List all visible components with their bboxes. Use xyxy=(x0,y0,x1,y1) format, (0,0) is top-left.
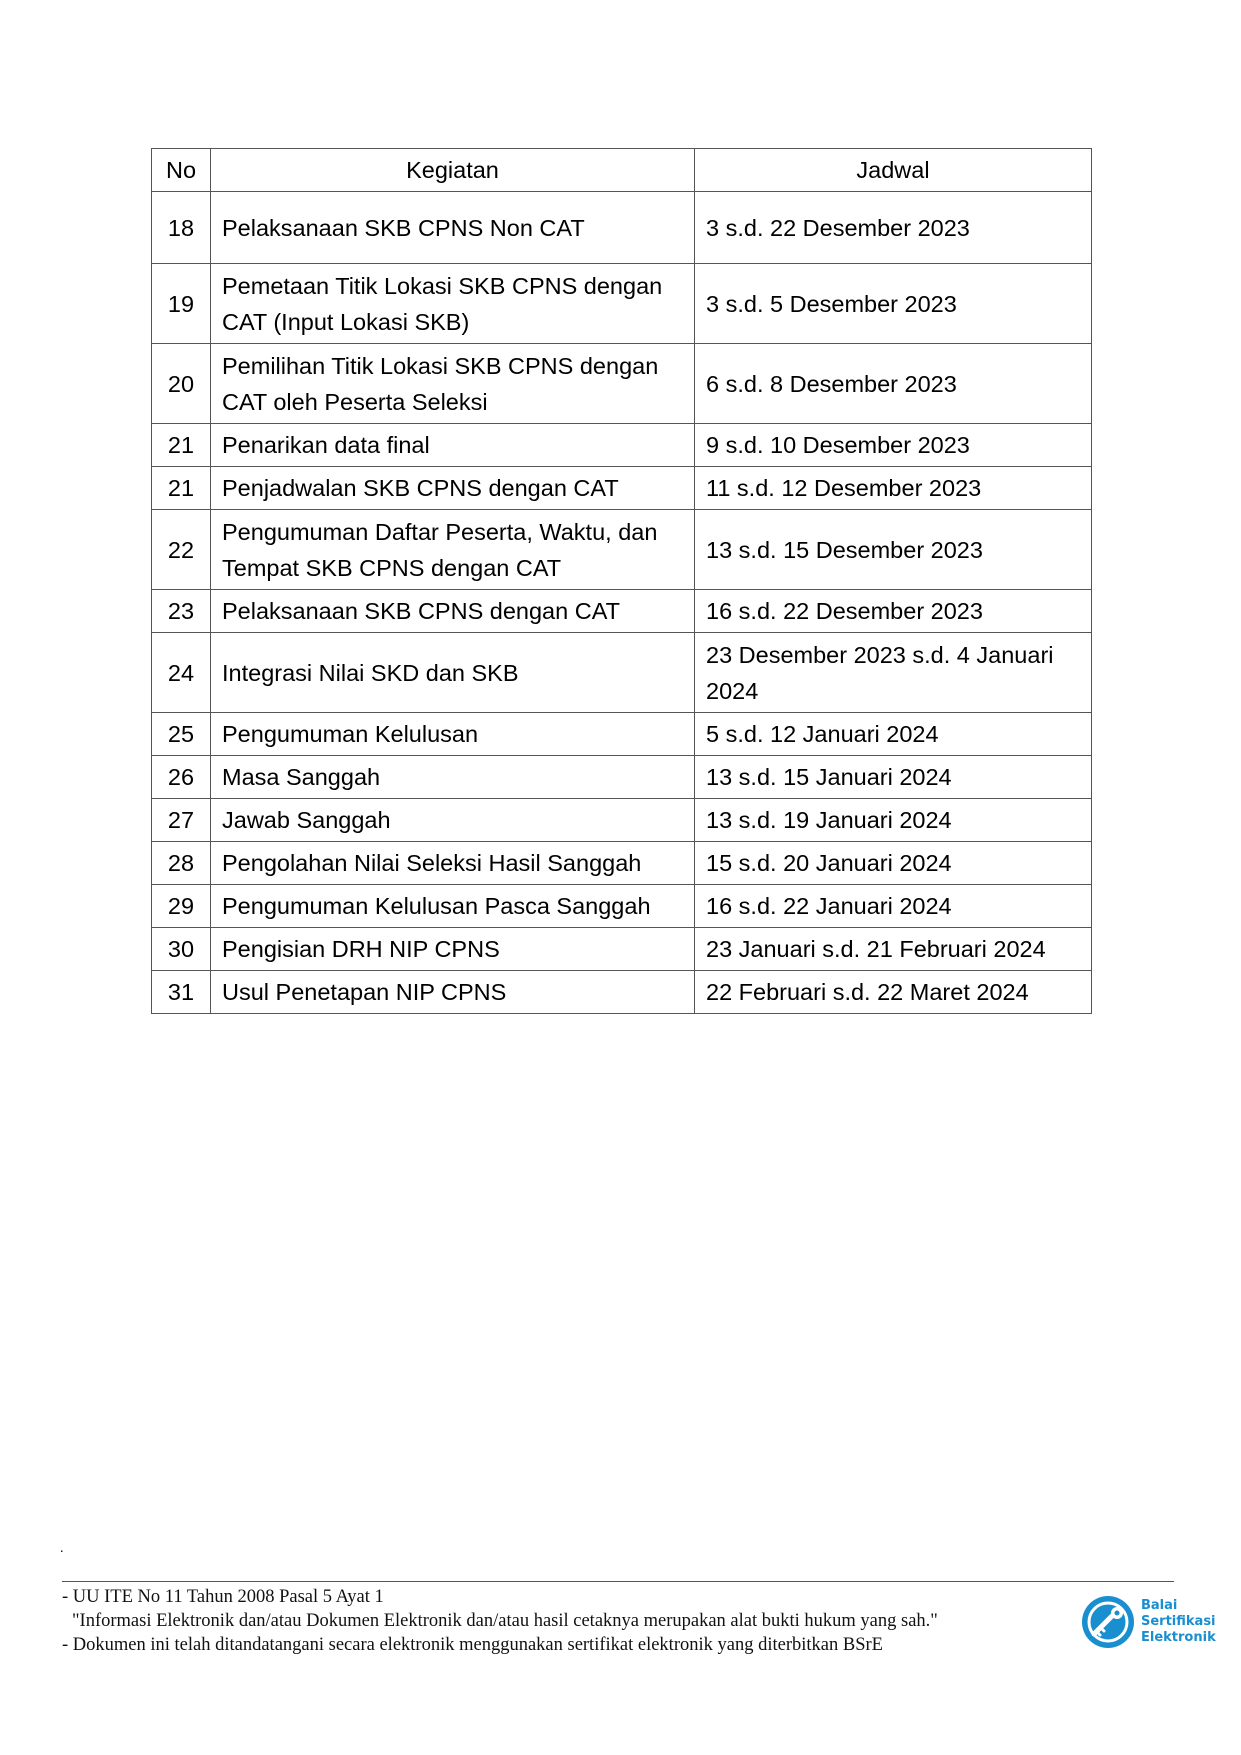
row-schedule: 13 s.d. 15 Desember 2023 xyxy=(695,510,1092,590)
row-activity: Integrasi Nilai SKD dan SKB xyxy=(211,633,695,713)
row-no: 24 xyxy=(152,633,211,713)
header-activity: Kegiatan xyxy=(211,149,695,192)
bsre-wordmark xyxy=(1141,1598,1216,1646)
row-schedule: 6 s.d. 8 Desember 2023 xyxy=(695,344,1092,424)
row-activity: Penjadwalan SKB CPNS dengan CAT xyxy=(211,467,695,510)
row-no: 23 xyxy=(152,590,211,633)
row-no: 27 xyxy=(152,799,211,842)
footer-signature-note: - Dokumen ini telah ditandatangani secara elektronik menggunakan sertifikat elektronik yang diterbitkan BSrE xyxy=(62,1635,883,1655)
row-activity: Pengolahan Nilai Seleksi Hasil Sanggah xyxy=(211,842,695,885)
row-activity: Usul Penetapan NIP CPNS xyxy=(211,971,695,1014)
row-activity: Pengisian DRH NIP CPNS xyxy=(211,928,695,971)
table-row xyxy=(152,264,1092,344)
row-schedule: 13 s.d. 15 Januari 2024 xyxy=(695,756,1092,799)
row-schedule: 3 s.d. 5 Desember 2023 xyxy=(695,264,1092,344)
table-row xyxy=(152,424,1092,467)
footer-divider xyxy=(62,1581,1174,1582)
table-row xyxy=(152,590,1092,633)
row-schedule: 22 Februari s.d. 22 Maret 2024 xyxy=(695,971,1092,1014)
row-activity: Pengumuman Kelulusan Pasca Sanggah xyxy=(211,885,695,928)
table-row xyxy=(152,971,1092,1014)
row-no: 22 xyxy=(152,510,211,590)
table-row xyxy=(152,467,1092,510)
row-activity: Pengumuman Kelulusan xyxy=(211,713,695,756)
row-no: 26 xyxy=(152,756,211,799)
row-no: 21 xyxy=(152,467,211,510)
table-row xyxy=(152,885,1092,928)
row-no: 20 xyxy=(152,344,211,424)
table-row xyxy=(152,713,1092,756)
row-activity: Pelaksanaan SKB CPNS Non CAT xyxy=(211,192,695,264)
row-schedule: 5 s.d. 12 Januari 2024 xyxy=(695,713,1092,756)
bsre-logo xyxy=(1080,1592,1230,1652)
row-schedule: 15 s.d. 20 Januari 2024 xyxy=(695,842,1092,885)
row-schedule: 16 s.d. 22 Januari 2024 xyxy=(695,885,1092,928)
row-activity: Penarikan data final xyxy=(211,424,695,467)
table-row xyxy=(152,928,1092,971)
schedule-table xyxy=(151,148,1092,1014)
row-activity: Masa Sanggah xyxy=(211,756,695,799)
row-schedule: 3 s.d. 22 Desember 2023 xyxy=(695,192,1092,264)
row-no: 21 xyxy=(152,424,211,467)
row-schedule: 9 s.d. 10 Desember 2023 xyxy=(695,424,1092,467)
table-row xyxy=(152,799,1092,842)
table-row xyxy=(152,842,1092,885)
bsre-word-1: Balai xyxy=(1141,1598,1178,1613)
row-activity: Pemetaan Titik Lokasi SKB CPNS dengan CAT (Input Lokasi SKB) xyxy=(211,264,695,344)
row-schedule: 11 s.d. 12 Desember 2023 xyxy=(695,467,1092,510)
bsre-word-2: Sertifikasi xyxy=(1141,1614,1216,1629)
table-row xyxy=(152,344,1092,424)
row-schedule: 23 Desember 2023 s.d. 4 Januari 2024 xyxy=(695,633,1092,713)
row-activity: Pengumuman Daftar Peserta, Waktu, dan Tempat SKB CPNS dengan CAT xyxy=(211,510,695,590)
table-row xyxy=(152,510,1092,590)
row-no: 19 xyxy=(152,264,211,344)
table-row xyxy=(152,192,1092,264)
row-activity: Pemilihan Titik Lokasi SKB CPNS dengan CAT oleh Peserta Seleksi xyxy=(211,344,695,424)
row-schedule: 23 Januari s.d. 21 Februari 2024 xyxy=(695,928,1092,971)
bsre-emblem-icon xyxy=(1080,1594,1136,1650)
row-no: 31 xyxy=(152,971,211,1014)
header-no: No xyxy=(152,149,211,192)
row-no: 29 xyxy=(152,885,211,928)
table-row xyxy=(152,633,1092,713)
row-no: 30 xyxy=(152,928,211,971)
row-no: 28 xyxy=(152,842,211,885)
table-row xyxy=(152,756,1092,799)
row-activity: Jawab Sanggah xyxy=(211,799,695,842)
row-no: 25 xyxy=(152,713,211,756)
footer-law-quote: "Informasi Elektronik dan/atau Dokumen Elektronik dan/atau hasil cetaknya merupakan alat bukti hukum yang sah." xyxy=(72,1611,938,1631)
row-schedule: 13 s.d. 19 Januari 2024 xyxy=(695,799,1092,842)
bsre-word-3: Elektronik xyxy=(1141,1630,1216,1645)
header-schedule: Jadwal xyxy=(695,149,1092,192)
footer-legal-text xyxy=(62,1585,938,1657)
row-schedule: 16 s.d. 22 Desember 2023 xyxy=(695,590,1092,633)
footer-dot: . xyxy=(60,1541,64,1556)
row-activity: Pelaksanaan SKB CPNS dengan CAT xyxy=(211,590,695,633)
table-header-row xyxy=(152,149,1092,192)
footer-law-reference: - UU ITE No 11 Tahun 2008 Pasal 5 Ayat 1 xyxy=(62,1587,384,1607)
row-no: 18 xyxy=(152,192,211,264)
